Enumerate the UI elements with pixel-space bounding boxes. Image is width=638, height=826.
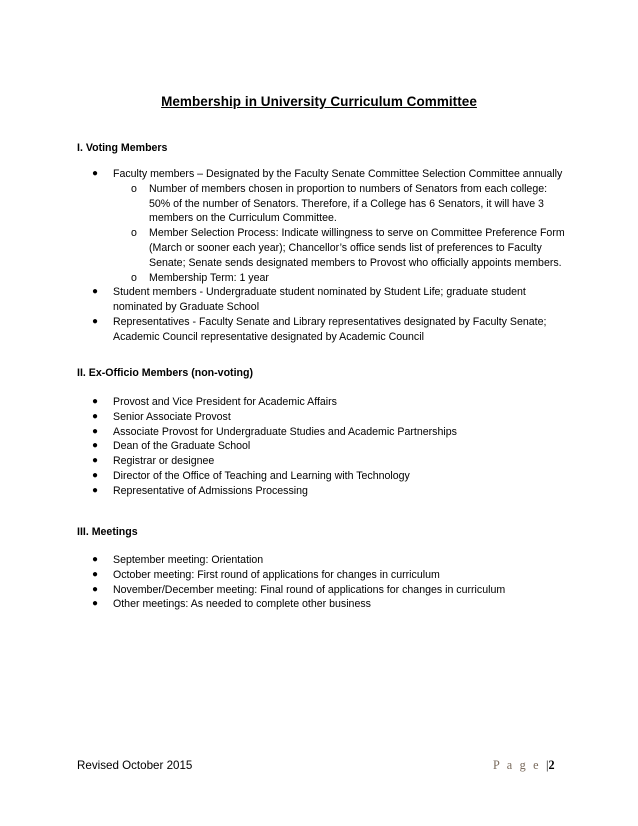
- bullet-icon: ●: [92, 598, 99, 610]
- list-item: [0, 469, 573, 484]
- footer-page-number: [493, 758, 555, 773]
- bullet-icon: ●: [92, 440, 99, 452]
- sub-list-item: [0, 226, 569, 270]
- list-item: [0, 439, 573, 454]
- circle-bullet-icon: o: [131, 271, 137, 284]
- section-heading-voting: I. Voting Members: [77, 142, 168, 154]
- list-item: [0, 583, 573, 598]
- bullet-icon: ●: [92, 583, 99, 595]
- bullet-icon: ●: [92, 469, 99, 481]
- list-item: [0, 410, 573, 425]
- bullet-icon: ●: [92, 425, 99, 437]
- sub-item-text: Membership Term: 1 year: [149, 271, 269, 284]
- sub-list-item: [0, 271, 569, 286]
- list-item: [0, 597, 573, 612]
- list-item-text: Representatives - Faculty Senate and Library representatives designated by Faculty Senate; Academic Council representative designated by Academic Council: [113, 315, 547, 343]
- list-item: [0, 553, 573, 568]
- circle-bullet-icon: o: [131, 182, 137, 195]
- list-item: [0, 167, 573, 285]
- list-item: [0, 425, 573, 440]
- list-item: [0, 285, 573, 315]
- circle-bullet-icon: o: [131, 227, 137, 240]
- list-item-text: Dean of the Graduate School: [113, 440, 251, 453]
- faculty-sub-list: [113, 182, 573, 286]
- page-separator: |: [546, 758, 549, 772]
- bullet-icon: ●: [92, 568, 99, 580]
- sub-list-item: [0, 182, 569, 226]
- list-item-text: Registrar or designee: [113, 455, 215, 468]
- list-item-text: November/December meeting: Final round of applications for changes in curriculum: [113, 583, 506, 596]
- list-item-text: Other meetings: As needed to complete other business: [113, 598, 371, 611]
- bullet-icon: ●: [92, 554, 99, 565]
- exofficio-members-list: [0, 395, 573, 499]
- list-item-text: October meeting: First round of applications for changes in curriculum: [113, 568, 440, 581]
- section-heading-exofficio: II. Ex-Officio Members (non-voting): [77, 367, 253, 379]
- list-item: [0, 395, 573, 410]
- bullet-icon: ●: [92, 168, 99, 179]
- voting-members-list: [0, 167, 573, 345]
- meetings-list: [0, 553, 573, 612]
- list-item-text: September meeting: Orientation: [113, 554, 264, 566]
- footer-revision-date: Revised October 2015: [77, 759, 193, 772]
- list-item: [0, 484, 573, 499]
- list-item-text: Associate Provost for Undergraduate Studies and Academic Partnerships: [113, 425, 457, 438]
- page-label: P a g e: [493, 758, 541, 772]
- bullet-icon: ●: [92, 286, 99, 298]
- bullet-icon: ●: [92, 410, 99, 422]
- list-item: [0, 315, 573, 345]
- section-heading-meetings: III. Meetings: [77, 526, 138, 538]
- list-item-text: Representative of Admissions Processing: [113, 484, 308, 497]
- bullet-icon: ●: [92, 315, 99, 327]
- page-title: Membership in University Curriculum Committee: [161, 94, 477, 109]
- page-number: 2: [548, 758, 555, 772]
- list-item: [0, 454, 573, 469]
- list-item-text: Student members - Undergraduate student nominated by Student Life; graduate student nominated by Graduate School: [113, 286, 526, 314]
- list-item-text: Faculty members – Designated by the Faculty Senate Committee Selection Committee annually: [113, 168, 563, 180]
- list-item: [0, 568, 573, 583]
- list-item-text: Provost and Vice President for Academic Affairs: [113, 396, 337, 408]
- bullet-icon: ●: [92, 484, 99, 496]
- sub-item-text: Number of members chosen in proportion to numbers of Senators from each college: 50% of the number of Senators. Therefore, if a College has 6 Senators, it will have 3 members on the Curriculum Committee.: [149, 182, 548, 225]
- sub-item-text: Member Selection Process: Indicate willingness to serve on Committee Preference Form (March or sooner each year); Chancellor’s office sends list of preferences to Faculty Senate; Senate sends designated members to Provost who officially appoints members.: [149, 227, 565, 269]
- bullet-icon: ●: [92, 455, 99, 467]
- list-item-text: Senior Associate Provost: [113, 410, 231, 423]
- bullet-icon: ●: [92, 396, 99, 407]
- list-item-text: Director of the Office of Teaching and Learning with Technology: [113, 469, 410, 482]
